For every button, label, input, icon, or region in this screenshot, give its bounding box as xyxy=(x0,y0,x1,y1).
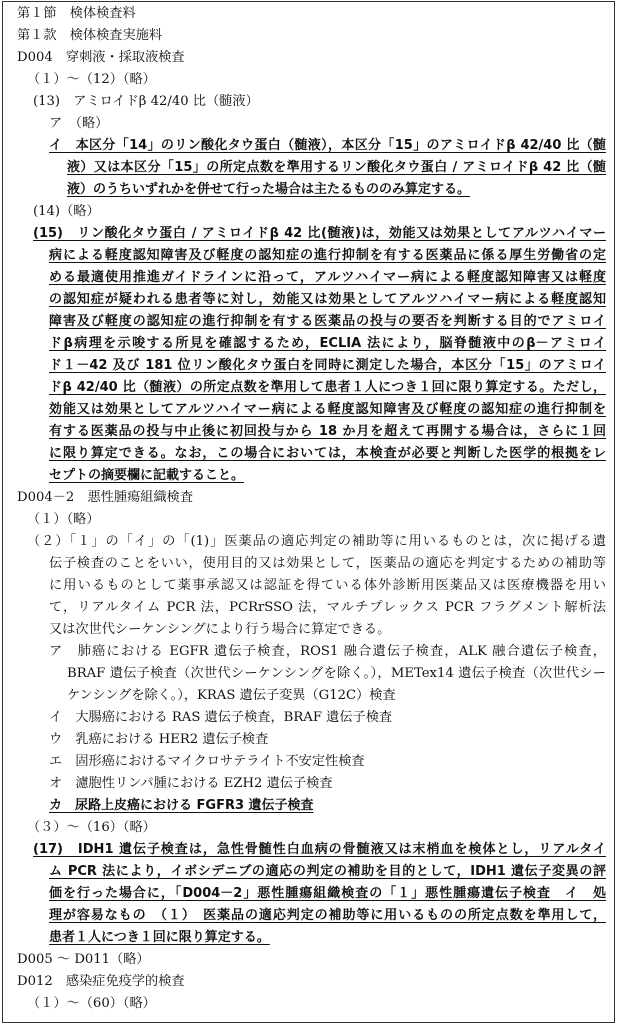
new-item-15-line: ドβ 42/40 比（髄液）の所定点数を準用して患者１人につき１回に限り算定する。ただし， xyxy=(49,380,606,395)
new-item-15-line: ドβ病理を示唆する所見を確認するため，ECLIA 法により，脳脊髄液中のβ－アミロイ xyxy=(49,336,606,351)
list-item-o: オ 濾胞性リンパ腫における EZH2 遺伝子検査 xyxy=(49,776,333,791)
omitted-item-1: （１）（略） xyxy=(27,512,100,527)
paragraph-2-line: に用いるものとして薬事承認又は認証を得ている体外診断用医薬品又は医療機器を用い xyxy=(49,578,606,593)
new-item-15-line: ド１－42 及び 181 位リン酸化タウ蛋白を同時に測定した場合，本区分「15」のアミロイ xyxy=(49,358,606,373)
item-heading-d005-d011: D005 ～ D011（略） xyxy=(17,952,150,967)
omitted-item-14: (14)（略） xyxy=(33,204,100,219)
list-item-i: イ 大腸癌における RAS 遺伝子検査，BRAF 遺伝子検査 xyxy=(49,710,393,725)
list-item-a-cont: BRAF 遺伝子検査（次世代シーケンシングを除く。），METex14 遺伝子検査（次世代シー xyxy=(67,666,606,681)
list-item-a: ア 肺癌における EGFR 遺伝子検査，ROS1 融合遺伝子検査，ALK 融合遺伝子検査， xyxy=(49,644,606,659)
item-heading-d012: D012 感染症免疫学的検査 xyxy=(17,974,185,989)
paragraph-2-line: （２）「１」の「イ」の「(1)」医薬品の適応判定の補助等に用いるものとは，次に掲げる遺 xyxy=(27,534,606,549)
new-item-17-line: 理が容易なもの （１） 医薬品の適応判定の補助等に用いるものの所定点数を準用して， xyxy=(49,908,606,923)
omitted-items: （１）～（12）（略） xyxy=(27,72,156,87)
paragraph-2-line: 又は次世代シーケンシングにより行う場合に算定できる。 xyxy=(49,622,391,637)
new-item-15-line: 有する医薬品の投与中止後に初回投与から 18 か月を超えて再開する場合は，さらに１回 xyxy=(49,424,606,439)
new-item-15-line: に限り算定できる。なお，この場合においては，本検査が必要と判断した医学的根拠をレ xyxy=(49,446,606,461)
list-item-e: エ 固形癌におけるマイクロサテライト不安定性検査 xyxy=(49,754,365,769)
omitted-items-1-60: （１）～（60）（略） xyxy=(27,996,156,1011)
new-item-15-line: の認知症が疑われる患者等に対し，効能又は効果としてアルツハイマー病による軽度認知 xyxy=(49,292,606,307)
amended-text-line: 液）又は本区分「15」の所定点数を準用するリン酸化タウ蛋白 / アミロイドβ 42 比（髄 xyxy=(67,160,606,175)
new-item-17-line: (17) IDH1 遺伝子検査は，急性骨髄性白血病の骨髄液又は末梢血を検体とし，リアルタイ xyxy=(33,842,606,857)
item-heading-d004-2: D004－2 悪性腫瘍組織検査 xyxy=(17,490,194,505)
list-item-ka-new: カ 尿路上皮癌における FGFR3 遺伝子検査 xyxy=(49,798,314,813)
item-heading-d004: D004 穿刺液・採取液検査 xyxy=(17,50,185,65)
list-item-u: ウ 乳癌における HER2 遺伝子検査 xyxy=(49,732,269,747)
amended-text-line: 液）のうちいずれかを併せて行った場合は主たるもののみ算定する。 xyxy=(67,182,471,197)
paragraph-2-line: 伝子検査のことをいい，使用目的又は効果として，医薬品の適応を判定するための補助等 xyxy=(49,556,606,571)
document-page xyxy=(2,1,615,1023)
paragraph-2-line: て，リアルタイム PCR 法，PCRrSSO 法，マルチプレックス PCR フラグメント解析法 xyxy=(49,600,606,615)
new-item-15-line: (15) リン酸化タウ蛋白 / アミロイドβ 42 比(髄液)は，効能又は効果としてアルツハイマー xyxy=(33,226,606,241)
subitem-a-omitted: ア （略） xyxy=(49,116,109,131)
new-item-17-line: ム PCR 法により，イボシデニブの適応の判定の補助を目的として，IDH1 遺伝子変異の評 xyxy=(49,864,606,879)
new-item-17-line: 患者１人につき１回に限り算定する。 xyxy=(49,930,270,945)
subsection-heading: 第１款 検体検査実施料 xyxy=(17,28,163,43)
omitted-items-3-16: （３）～（16）（略） xyxy=(27,820,156,835)
subitem-13-heading: (13) アミロイドβ 42/40 比（髄液） xyxy=(33,94,259,109)
section-heading: 第１節 検体検査料 xyxy=(17,6,136,21)
amended-text-line: イ 本区分「14」のリン酸化タウ蛋白（髄液），本区分「15」のアミロイドβ 42/40 比（髄 xyxy=(49,138,606,153)
new-item-15-line: セプトの摘要欄に記載すること。 xyxy=(49,468,245,483)
new-item-15-line: 病による軽度認知障害及び軽度の認知症の進行抑制を有する医薬品に係る厚生労働省の定 xyxy=(49,248,606,263)
new-item-15-line: 障害及び軽度の認知症の進行抑制を有する医薬品の投与の要否を判断する目的でアミロイ xyxy=(49,314,606,329)
new-item-15-line: める最適使用推進ガイドラインに沿って，アルツハイマー病による軽度認知障害又は軽度 xyxy=(49,270,606,285)
new-item-15-line: 効能又は効果としてアルツハイマー病による軽度認知障害及び軽度の認知症の進行抑制を xyxy=(49,402,606,417)
list-item-a-cont: ケンシングを除く。），KRAS 遺伝子変異（G12C）検査 xyxy=(67,688,396,703)
new-item-17-line: 価を行った場合に，「D004－2」悪性腫瘍組織検査の「１」悪性腫瘍遺伝子検査 イ 処 xyxy=(49,886,606,901)
